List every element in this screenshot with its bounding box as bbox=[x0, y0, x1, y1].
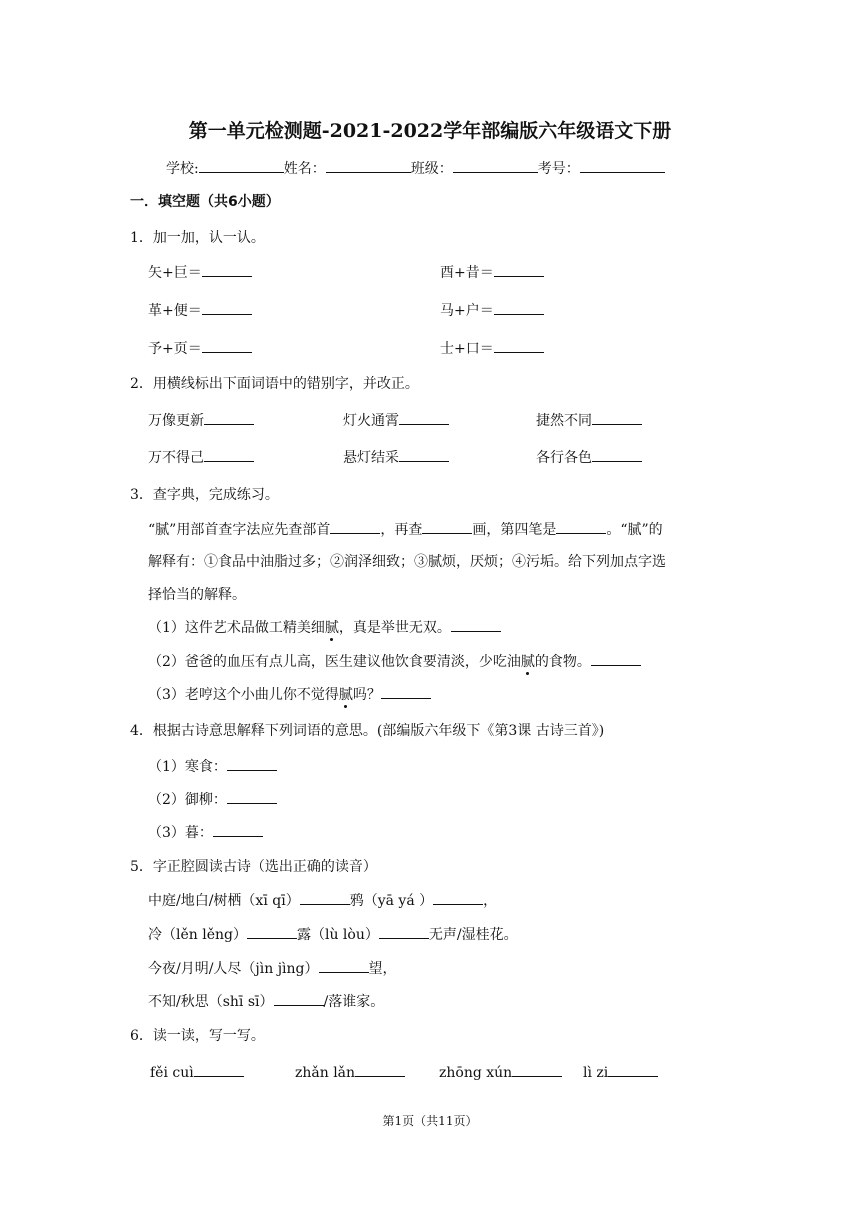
answer-blank[interactable] bbox=[379, 924, 429, 939]
info-line bbox=[166, 158, 665, 178]
class-blank[interactable] bbox=[453, 158, 538, 173]
q3-paragraph-line2: 解释有：①食品中油脂过多；②润泽细致；③腻烦，厌烦；④污垢。给下列加点字选 bbox=[148, 554, 666, 570]
q2-item: 悬灯结采 bbox=[343, 447, 449, 467]
q3-paragraph-line1: “腻”用部首查字法应先查部首 ，再查 画，第四笔是 。“腻”的 bbox=[148, 519, 663, 539]
question-1-stem: 1．加一加，认一认。 bbox=[130, 230, 265, 246]
q3-sentence-1: （1）这件艺术品做工精美细腻，真是举世无双。 bbox=[148, 617, 501, 637]
school-blank[interactable] bbox=[199, 158, 284, 173]
number-label: 考号： bbox=[537, 161, 580, 177]
question-5-stem: 5．字正腔圆读古诗（选出正确的读音） bbox=[130, 859, 377, 875]
answer-blank[interactable] bbox=[355, 1062, 405, 1077]
q5-line-1: 中庭/地白/树栖（xī qī） 鸦（yā yá ） ， bbox=[148, 890, 497, 910]
q4-item: （2）御柳： bbox=[148, 789, 277, 809]
answer-blank[interactable] bbox=[494, 338, 544, 353]
answer-blank[interactable] bbox=[591, 651, 641, 666]
q1-item: 马+户＝ bbox=[440, 300, 544, 320]
q3-paragraph-line3: 择恰当的解释。 bbox=[148, 587, 246, 603]
q2-item: 万不得己 bbox=[148, 447, 254, 467]
class-label: 班级： bbox=[410, 161, 453, 177]
document-title: 第一单元检测题-2021-2022学年部编版六年级语文下册 bbox=[188, 120, 672, 142]
answer-blank[interactable] bbox=[494, 262, 544, 277]
answer-blank[interactable] bbox=[227, 789, 277, 804]
q6-item: lì zi bbox=[583, 1062, 658, 1081]
answer-blank[interactable] bbox=[512, 1062, 562, 1077]
q5-line-3: 今夜/月明/人尽（jìn jìng） 望， bbox=[148, 958, 397, 978]
answer-blank[interactable] bbox=[399, 447, 449, 462]
answer-blank[interactable] bbox=[202, 338, 252, 353]
answer-blank[interactable] bbox=[592, 410, 642, 425]
answer-blank[interactable] bbox=[247, 924, 297, 939]
answer-blank[interactable] bbox=[213, 822, 263, 837]
school-label: 学校: bbox=[166, 161, 199, 177]
q3-sentence-3: （3）老哼这个小曲儿你不觉得腻吗？ bbox=[148, 684, 431, 704]
answer-blank[interactable] bbox=[204, 410, 254, 425]
question-6-stem: 6．读一读，写一写。 bbox=[130, 1028, 265, 1044]
q1-item: 矢+巨＝ bbox=[148, 262, 252, 282]
q1-item: 士+口＝ bbox=[440, 338, 544, 358]
q2-item: 灯火通霄 bbox=[343, 410, 449, 430]
q6-item: zhǎn lǎn bbox=[295, 1062, 405, 1081]
name-label: 姓名： bbox=[283, 161, 326, 177]
q5-line-4: 不知/秋思（shī sī） /落谁家。 bbox=[148, 991, 384, 1011]
answer-blank[interactable] bbox=[494, 300, 544, 315]
answer-blank[interactable] bbox=[381, 684, 431, 699]
q3-sentence-2: （2）爸爸的血压有点儿高，医生建议他饮食要清淡，少吃油腻的食物。 bbox=[148, 651, 641, 671]
question-4-stem: 4．根据古诗意思解释下列词语的意思。(部编版六年级下《第3课 古诗三首》) bbox=[130, 723, 605, 739]
question-3-stem: 3．查字典，完成练习。 bbox=[130, 487, 279, 503]
answer-blank[interactable] bbox=[608, 1062, 658, 1077]
answer-blank[interactable] bbox=[319, 958, 369, 973]
q4-item: （3）暮： bbox=[148, 822, 263, 842]
q1-item: 革+便＝ bbox=[148, 300, 252, 320]
q2-item: 各行各色 bbox=[536, 447, 642, 467]
answer-blank[interactable] bbox=[451, 617, 501, 632]
q5-line-2: 冷（lěn lěng） 露（lù lòu） 无声/湿桂花。 bbox=[148, 924, 518, 944]
strokes-blank[interactable] bbox=[422, 519, 472, 534]
q6-item: zhōng xún bbox=[439, 1062, 562, 1081]
answer-blank[interactable] bbox=[300, 890, 350, 905]
answer-blank[interactable] bbox=[202, 300, 252, 315]
fourth-stroke-blank[interactable] bbox=[556, 519, 606, 534]
answer-blank[interactable] bbox=[227, 756, 277, 771]
dotted-character: 腻 bbox=[324, 620, 339, 636]
q1-item: 予+页＝ bbox=[148, 338, 252, 358]
section-heading: 一．填空题（共6小题） bbox=[130, 194, 280, 210]
answer-blank[interactable] bbox=[433, 890, 483, 905]
radical-blank[interactable] bbox=[330, 519, 380, 534]
q6-item: fěi cuì bbox=[150, 1062, 244, 1081]
question-2-stem: 2．用横线标出下面词语中的错别字，并改正。 bbox=[130, 376, 419, 392]
q2-item: 万像更新 bbox=[148, 410, 254, 430]
answer-blank[interactable] bbox=[592, 447, 642, 462]
number-blank[interactable] bbox=[580, 158, 665, 173]
q4-item: （1）寒食： bbox=[148, 756, 277, 776]
answer-blank[interactable] bbox=[202, 262, 252, 277]
q2-item: 捷然不同 bbox=[536, 410, 642, 430]
name-blank[interactable] bbox=[326, 158, 411, 173]
answer-blank[interactable] bbox=[399, 410, 449, 425]
dotted-character: 腻 bbox=[520, 654, 535, 670]
answer-blank[interactable] bbox=[204, 447, 254, 462]
q1-item: 酉+昔＝ bbox=[440, 262, 544, 282]
page-footer: 第1页（共11页） bbox=[382, 1114, 478, 1128]
answer-blank[interactable] bbox=[194, 1062, 244, 1077]
dotted-character: 腻 bbox=[338, 687, 353, 703]
answer-blank[interactable] bbox=[274, 991, 324, 1006]
